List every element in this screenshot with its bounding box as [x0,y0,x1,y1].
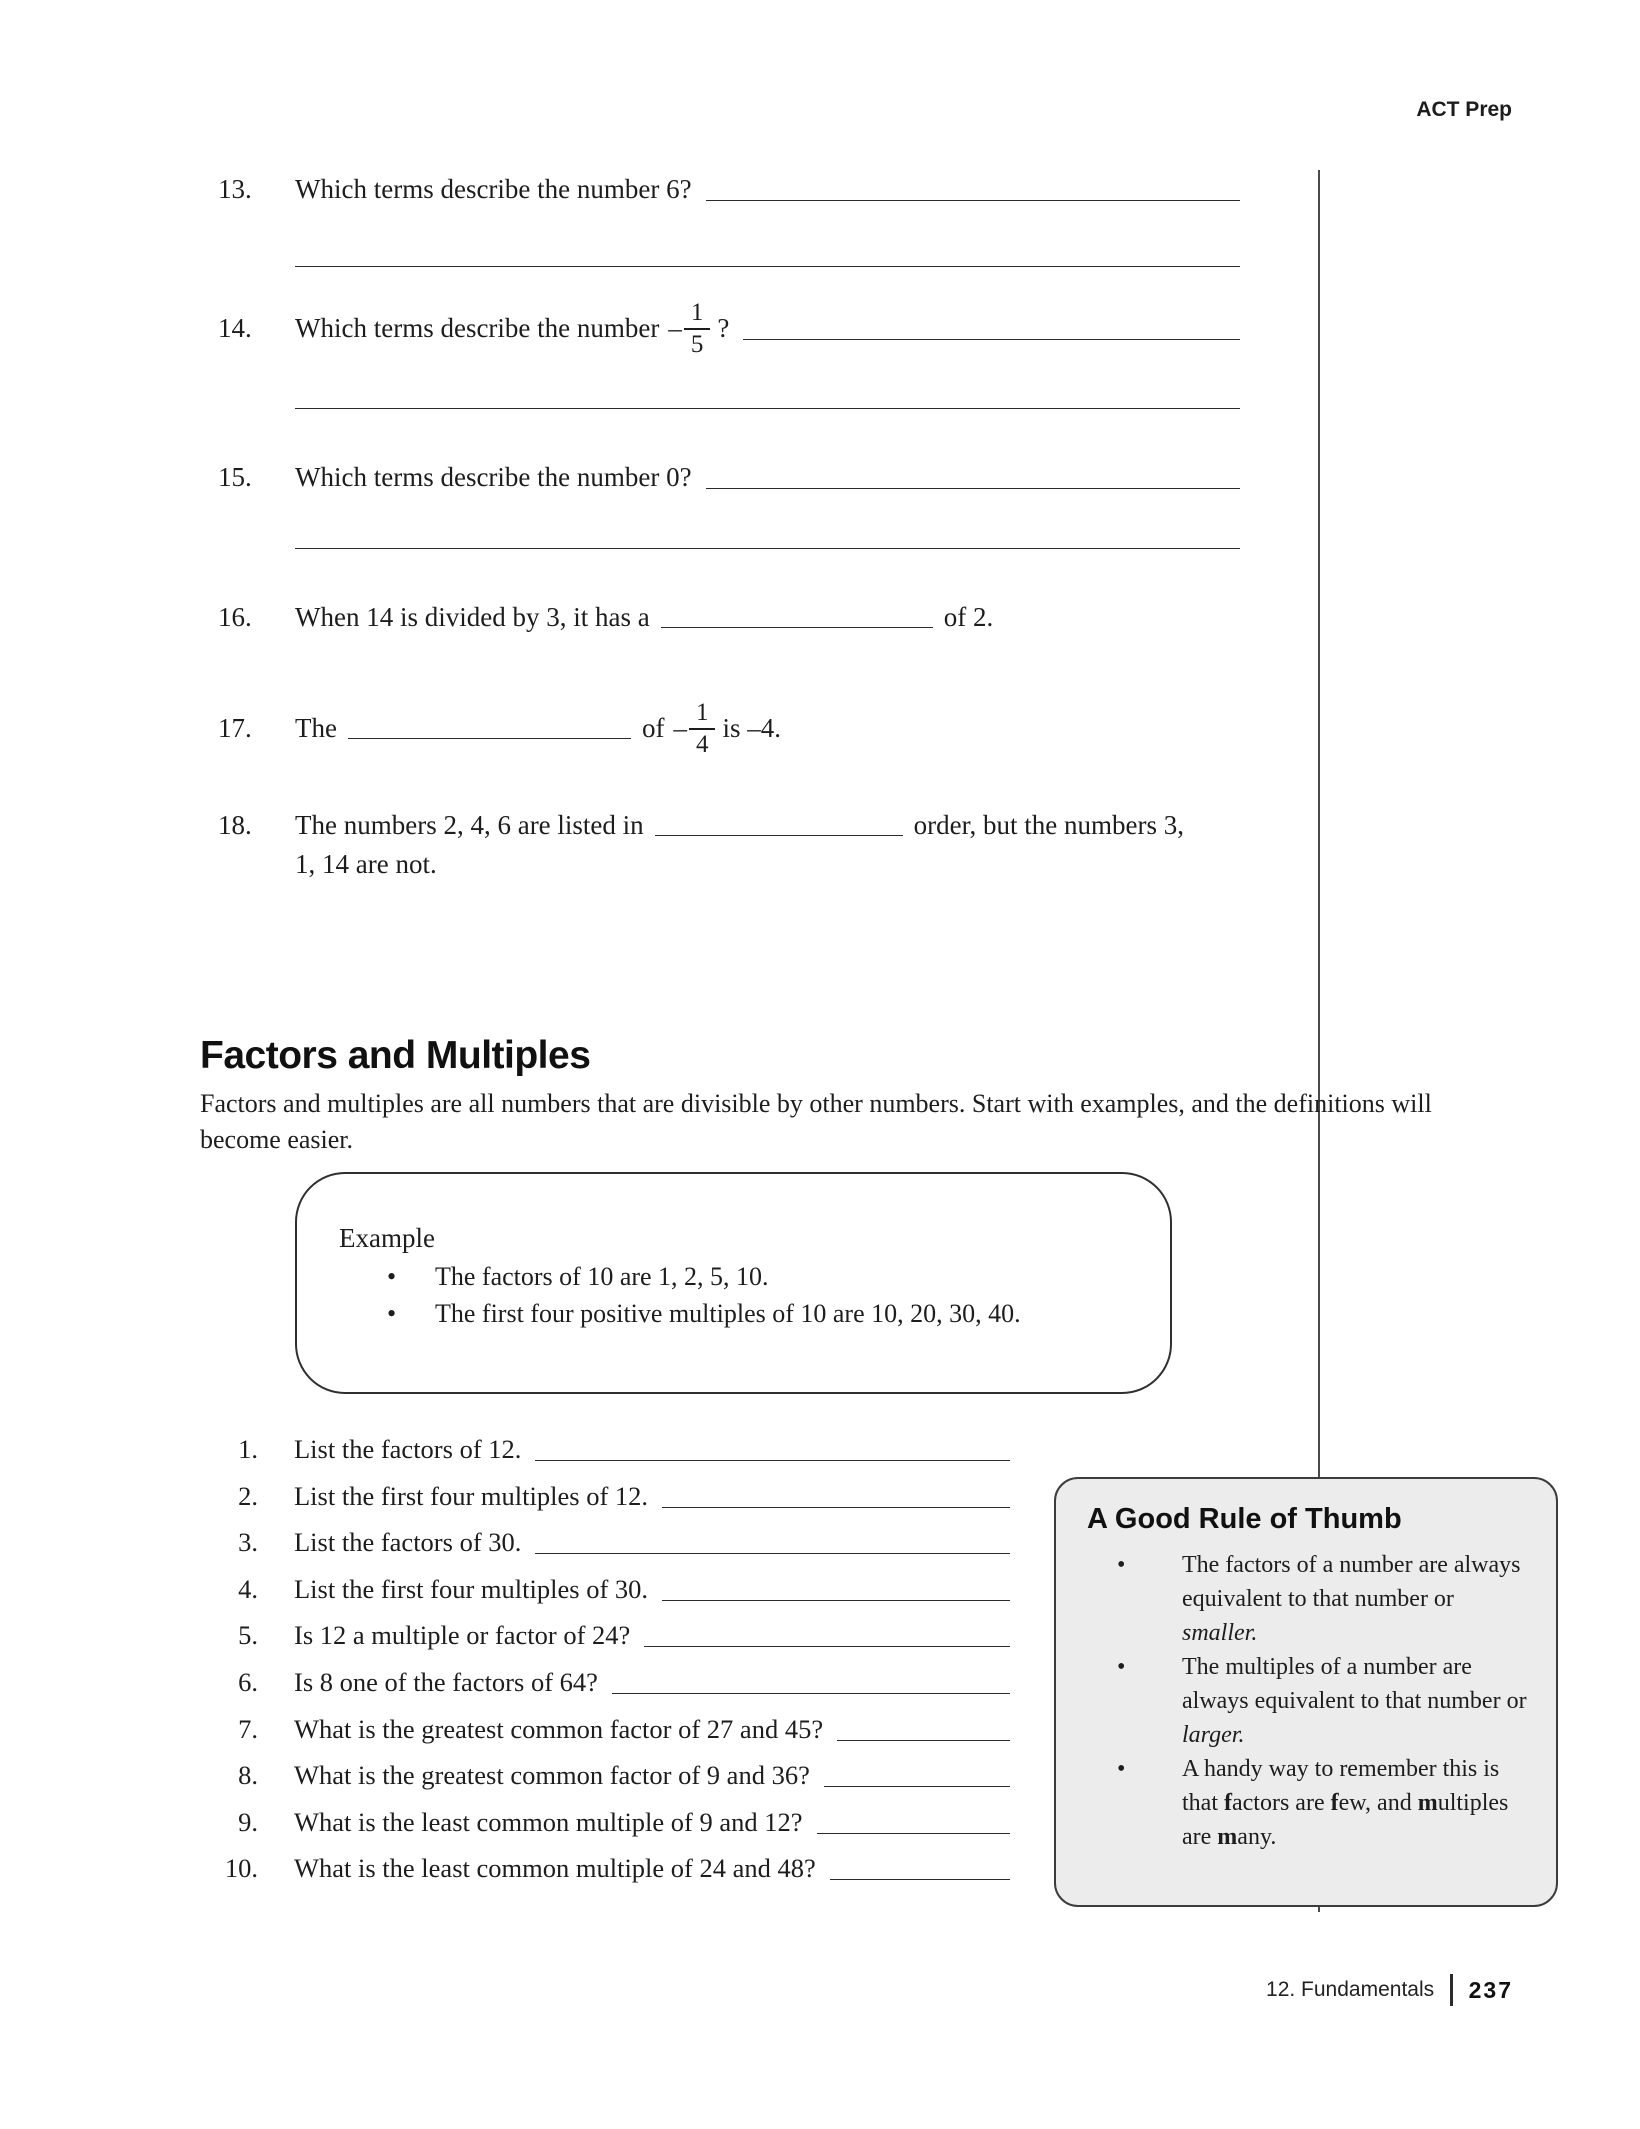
answer-blank [535,1553,1010,1554]
answer-blank [837,1740,1010,1741]
sidebar-text-bold: f [1330,1790,1339,1816]
exercise-text: List the factors of 12. [294,1434,522,1464]
question-text [295,300,729,362]
question-text-pre: The [295,713,337,744]
sidebar-text-segment: ultiples are [1182,1790,1509,1850]
question-16 [218,598,1240,636]
question-text: Which terms describe the number 0? [295,462,692,492]
page-footer [1266,1974,1513,2006]
exercise-number: 8. [238,1760,258,1791]
question-text-post: of 2. [943,602,994,632]
sidebar-text-italic: larger. [1182,1722,1245,1748]
exercise-item [216,1430,1010,1468]
answer-blank [661,626,933,628]
exercise-number: 1. [238,1434,258,1464]
sidebar-bullet [1117,1752,1530,1854]
exercise-text: What is the least common multiple of 9 and 12? [294,1806,803,1837]
question-17 [218,700,1240,762]
exercise-text: What is the greatest common factor of 27 and 45? [294,1713,824,1744]
question-text-pre: When 14 is divided by 3, it has a [295,602,650,632]
exercise-text: Is 12 a multiple or factor of 24? [294,1620,631,1651]
exercise-number: 6. [238,1666,258,1697]
footer-divider [1450,1974,1453,2006]
fraction [689,698,716,760]
exercise-text: What is the greatest common factor of 9 and 36? [294,1760,810,1791]
question-row [218,458,1240,496]
answer-blank [535,1460,1010,1461]
question-text [295,700,781,762]
exercise-item [216,1803,1010,1841]
exercise-text: What is the least common multiple of 24 and 48? [294,1853,816,1884]
answer-blank [612,1693,1010,1694]
exercise-number: 7. [238,1713,258,1744]
fraction [684,298,711,360]
answer-blank [295,408,1240,409]
sidebar-bullet [1117,1650,1530,1752]
sidebar-text-segment: ew, and [1338,1790,1418,1816]
question-row [218,598,1240,636]
question-text-pre: The numbers 2, 4, 6 are listed in [295,810,644,840]
answer-blank [662,1507,1010,1508]
minus-sign: – [673,713,687,744]
answer-blank [743,339,1240,340]
question-text-pre: Which terms describe the number [295,313,660,344]
example-label: Example [339,1223,435,1253]
sidebar-bullet [1117,1548,1530,1650]
question-number: 15. [218,462,252,492]
bullet-icon: • [1117,1756,1126,1782]
example-bullet [387,1258,1140,1295]
question-text-post: order, but the numbers 3, [913,810,1185,840]
page-number: 237 [1468,1976,1513,2003]
sidebar-text-segment: A handy way to remember this is that [1182,1756,1500,1816]
fraction-denominator: 4 [695,731,709,758]
answer-blank [817,1833,1010,1834]
answer-blank [295,266,1240,267]
question-row [218,300,1240,362]
sidebar-bullet-text [1182,1752,1530,1854]
question-row [218,700,1240,762]
exercise-number: 3. [238,1527,258,1558]
question-text-post: ? [717,313,730,344]
sidebar-text-bold: m [1417,1790,1438,1816]
sidebar-bullet-text [1182,1650,1530,1752]
exercise-item [216,1710,1010,1748]
exercise-item [216,1849,1010,1887]
bullet-icon: • [387,1299,397,1328]
question-number: 14. [218,313,252,344]
question-18 [218,806,1240,884]
question-number: 18. [218,810,252,840]
sidebar-text-segment: The multiples of a number are always equivalent to that number or [1182,1654,1527,1714]
question-text-line2: 1, 14 are not. [295,849,437,879]
sidebar-text-bold: m [1217,1824,1238,1850]
example-bullet-text: The first four positive multiples of 10 are 10, 20, 30, 40. [435,1299,1021,1328]
question-text [295,806,1184,844]
sidebar-text-segment: The factors of a number are always equivalent to that number or [1182,1552,1521,1612]
exercise-number: 4. [238,1573,258,1604]
footer-chapter: 12. Fundamentals [1266,1978,1435,2001]
answer-blank [295,548,1240,549]
answer-blank [830,1879,1010,1880]
question-row [218,170,1240,208]
question-13 [218,170,1240,267]
question-14 [218,300,1240,409]
answer-blank [348,737,631,739]
question-text [295,598,993,636]
bullet-icon: • [1117,1654,1126,1680]
sidebar-text-segment: actors are [1232,1790,1331,1816]
exercise-list [216,1430,1010,1896]
sidebar-text-segment: any. [1237,1824,1277,1850]
sidebar-title: A Good Rule of Thumb [1087,1503,1402,1535]
exercise-text: Is 8 one of the factors of 64? [294,1666,598,1697]
fraction-denominator: 5 [690,331,704,358]
sidebar-text-italic: smaller. [1182,1620,1258,1646]
sidebar-bullet-text [1182,1548,1530,1650]
example-box [295,1172,1172,1394]
answer-blank [662,1600,1010,1601]
exercise-text: List the first four multiples of 30. [294,1573,649,1604]
example-bullet-text: The factors of 10 are 1, 2, 5, 10. [435,1262,769,1291]
exercise-text: List the factors of 30. [294,1527,522,1558]
exercise-number: 10. [224,1853,258,1884]
exercise-item [216,1756,1010,1794]
rule-of-thumb-box [1054,1477,1558,1907]
example-bullet-list [339,1258,1140,1332]
exercise-number: 2. [238,1480,258,1511]
section-title: Factors and Multiples [200,1034,591,1078]
minus-sign: – [668,313,682,344]
exercise-number: 5. [238,1620,258,1651]
brand-label: ACT Prep [1416,98,1512,121]
question-text: Which terms describe the number 6? [295,174,692,204]
bullet-icon: • [387,1262,397,1291]
fraction-numerator: 1 [684,298,711,330]
question-text-post: is –4. [722,713,781,744]
intro-paragraph: Factors and multiples are all numbers that are divisible by other numbers. Start with examples, and the definitions will become easier. [200,1089,1432,1154]
question-15 [218,458,1240,549]
fraction-numerator: 1 [689,698,716,730]
answer-blank [824,1786,1010,1787]
question-text-mid: of [641,713,665,744]
answer-blank [706,200,1240,201]
bullet-icon: • [1117,1552,1126,1578]
question-number: 17. [218,713,252,744]
exercise-item [216,1477,1010,1515]
answer-blank [655,834,903,836]
answer-blank [706,488,1240,489]
exercise-text: List the first four multiples of 12. [294,1480,649,1511]
question-number: 16. [218,602,252,632]
exercise-item [216,1570,1010,1608]
example-bullet [387,1295,1140,1332]
sidebar-text-bold: f [1224,1790,1232,1816]
question-row [218,806,1240,844]
exercise-number: 9. [238,1806,258,1837]
question-number: 13. [218,174,252,204]
answer-blank [644,1646,1010,1647]
exercise-item [216,1523,1010,1561]
exercise-item [216,1616,1010,1654]
exercise-item [216,1663,1010,1701]
